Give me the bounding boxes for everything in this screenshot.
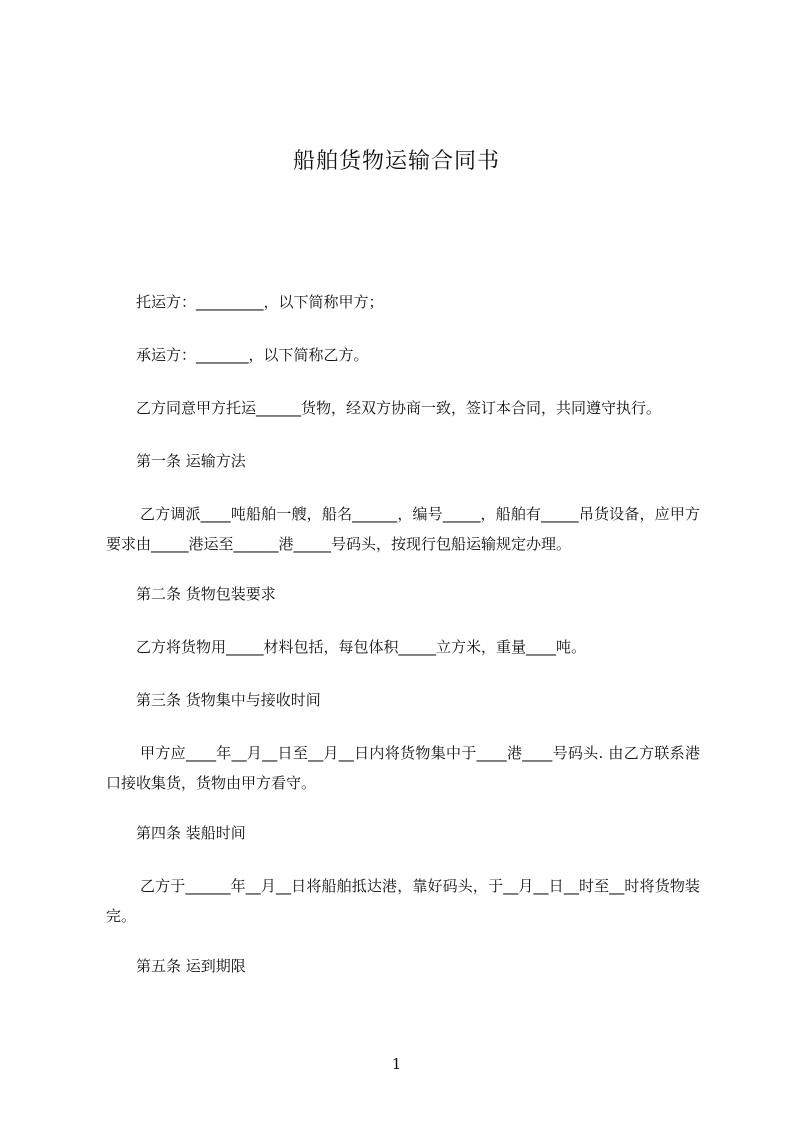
article2-heading: 第二条 货物包装要求: [136, 585, 276, 603]
article3-text: 甲方应____年__月__日至__月__日内将货物集中于____港____号码头. 由乙方联系港口接收集货，货物由甲方看守。: [106, 744, 700, 792]
carrier-line: 承运方：_______，以下简称乙方。: [136, 346, 369, 364]
page-number: 1: [391, 1055, 402, 1073]
article3-heading: 第三条 货物集中与接收时间: [136, 691, 321, 709]
article4-heading: 第四条 装船时间: [136, 824, 246, 842]
article1-heading: 第一条 运输方法: [136, 452, 246, 470]
article2-text: 乙方将货物用_____材料包括，每包体积_____立方米，重量____吨。: [136, 638, 587, 656]
article5-heading: 第五条 运到期限: [136, 957, 246, 975]
intro-line: 乙方同意甲方托运______货物，经双方协商一致，签订本合同，共同遵守执行。: [136, 399, 662, 417]
consignor-line: 托运方：_________，以下简称甲方；: [136, 293, 384, 311]
article4-text: 乙方于______年__月__日将船舶抵达港，靠好码头，于__月__日__时至__时将货物装完。: [106, 877, 700, 925]
article1-text: 乙方调派____吨船舶一艘，船名______，编号_____，船舶有_____吊货设备，应甲方要求由_____港运至______港_____号码头，按现行包船运输规定办理。: [106, 505, 700, 553]
document-title: 船舶货物运输合同书: [292, 149, 500, 174]
